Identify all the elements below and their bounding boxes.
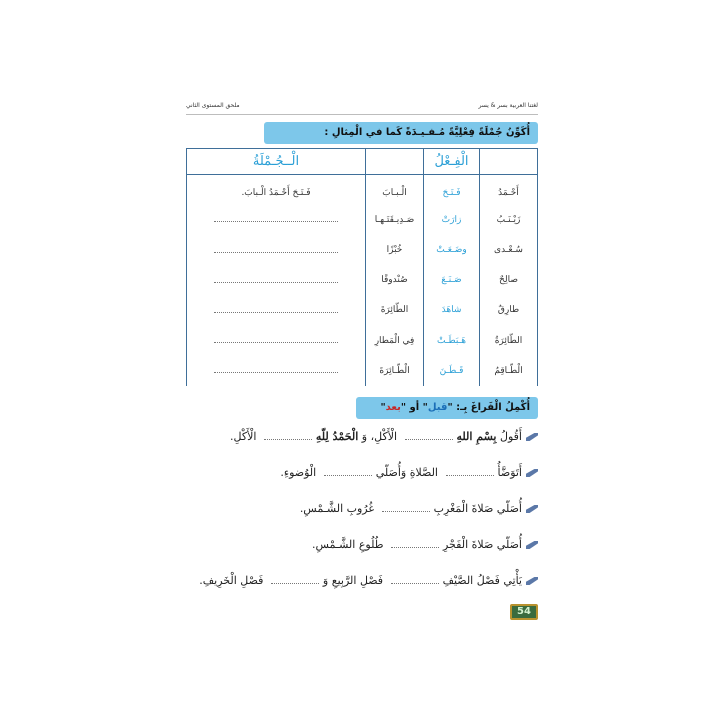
pencil-icon (526, 469, 538, 477)
fill-blank[interactable] (324, 468, 372, 476)
header-subject (480, 149, 538, 175)
subject-cell: الْطّـاقِمُ (480, 356, 538, 386)
exercise2-item: أَتَوَضَّأُ الصَّلاةِ وَأُصَلّي الْوُضوءِ. (186, 466, 538, 479)
fill-blank[interactable] (391, 540, 439, 548)
book-title: لغتنا العربية بسر & يسر (478, 102, 538, 109)
verb-cell: هَـبَطَـتْ (424, 326, 480, 356)
subject-cell: صالِحٌ (480, 265, 538, 295)
object-cell: فِي الْمَطارِ (366, 326, 424, 356)
sentence-blank[interactable] (187, 326, 366, 356)
verb-cell: صَـنَـعَ (424, 265, 480, 295)
table-row (187, 265, 538, 295)
subject-cell: زَيْـنَـبُ (480, 205, 538, 235)
fill-blank[interactable] (446, 468, 494, 476)
table-row (187, 295, 538, 325)
exercise2-item: أُصَلّي صَلاةَ الْفَجْرِ طُلُوعِ الشَّـمْسِ. (186, 538, 538, 551)
word-after: بعد (385, 402, 401, 413)
table-row (187, 356, 538, 386)
exercise2-item: أَقُولُ بِسْمِ اللهِ الْأَكْلِ، وَ الْحَمْدُ لِلّهِ الْأَكْلِ. (186, 430, 538, 443)
verb-cell: زارَتْ (424, 205, 480, 235)
header-verb: الْفِـعْلُ (424, 149, 480, 175)
fill-blank[interactable] (391, 576, 439, 584)
pencil-icon (526, 505, 538, 513)
table-row (187, 235, 538, 265)
table-row (187, 205, 538, 235)
fill-blank[interactable] (271, 576, 319, 584)
word-before: قبل (427, 402, 448, 413)
object-cell: صُنْدوقًا (366, 265, 424, 295)
page-header (186, 102, 538, 114)
object-cell: الْطّـائِرَةَ (366, 356, 424, 386)
sentence-blank[interactable] (187, 295, 366, 325)
table-row (187, 326, 538, 356)
exercise2-instruction (356, 397, 538, 419)
fill-blank[interactable] (382, 504, 430, 512)
exercise2-item: يَأْتِي فَصْلُ الصَّيْفِ فَصْلِ الرَّبِيعِ وَ فَصْلِ الْخَرِيفِ. (186, 574, 538, 587)
exercise2-item: أُصَلّي صَلاةَ الْمَغْرِبِ غُرُوبِ الشَّـمْسِ. (186, 502, 538, 515)
sentence-example: فَـتَـحَ أَحْـمَدُ الْـبابَ. (187, 175, 366, 205)
fill-blank[interactable] (264, 432, 312, 440)
level-title: ملحق المستوى الثاني (186, 102, 240, 109)
pencil-icon (526, 577, 538, 585)
object-cell: خُبْزًا (366, 235, 424, 265)
page-number-badge: 54 (510, 604, 538, 620)
subject-cell: أَحْـمَدُ (480, 175, 538, 205)
verb-cell: فَـتَـحَ (424, 175, 480, 205)
header-divider (186, 114, 538, 115)
object-cell: الطّائِرَةَ (366, 295, 424, 325)
header-object (366, 149, 424, 175)
fill-blank[interactable] (405, 432, 453, 440)
object-cell: الْـبـابَ (366, 175, 424, 205)
subject-cell: الطّائِرَةُ (480, 326, 538, 356)
pencil-icon (526, 433, 538, 441)
object-cell: صَـدِيـقَتَـهـا (366, 205, 424, 235)
header-sentence: الْــجُـمْلَةُ (187, 149, 366, 175)
exercise1-instruction: أُكَوِّنُ جُمْلَةً فِعْلِيَّةً مُـفـيـدَةً كَما في الْمِثالِ : (264, 122, 538, 144)
verb-cell: شاهَدَ (424, 295, 480, 325)
verb-cell: وضَـعَـتْ (424, 235, 480, 265)
instruction-prefix: أُكْمِلُ الْفَراغَ بِـ: " (447, 402, 530, 413)
sentence-blank[interactable] (187, 205, 366, 235)
instruction-mid: " أو " (400, 402, 428, 413)
sentence-blank[interactable] (187, 265, 366, 295)
sentence-blank[interactable] (187, 356, 366, 386)
sentence-blank[interactable] (187, 235, 366, 265)
pencil-icon (526, 541, 538, 549)
subject-cell: طارِقٌ (480, 295, 538, 325)
instruction-suffix: " (380, 402, 386, 413)
subject-cell: سُـعْـدى (480, 235, 538, 265)
table-row (187, 175, 538, 205)
verb-cell: قَـطَـنَ (424, 356, 480, 386)
table-header-row (187, 149, 538, 175)
exercise1-table (186, 148, 538, 386)
